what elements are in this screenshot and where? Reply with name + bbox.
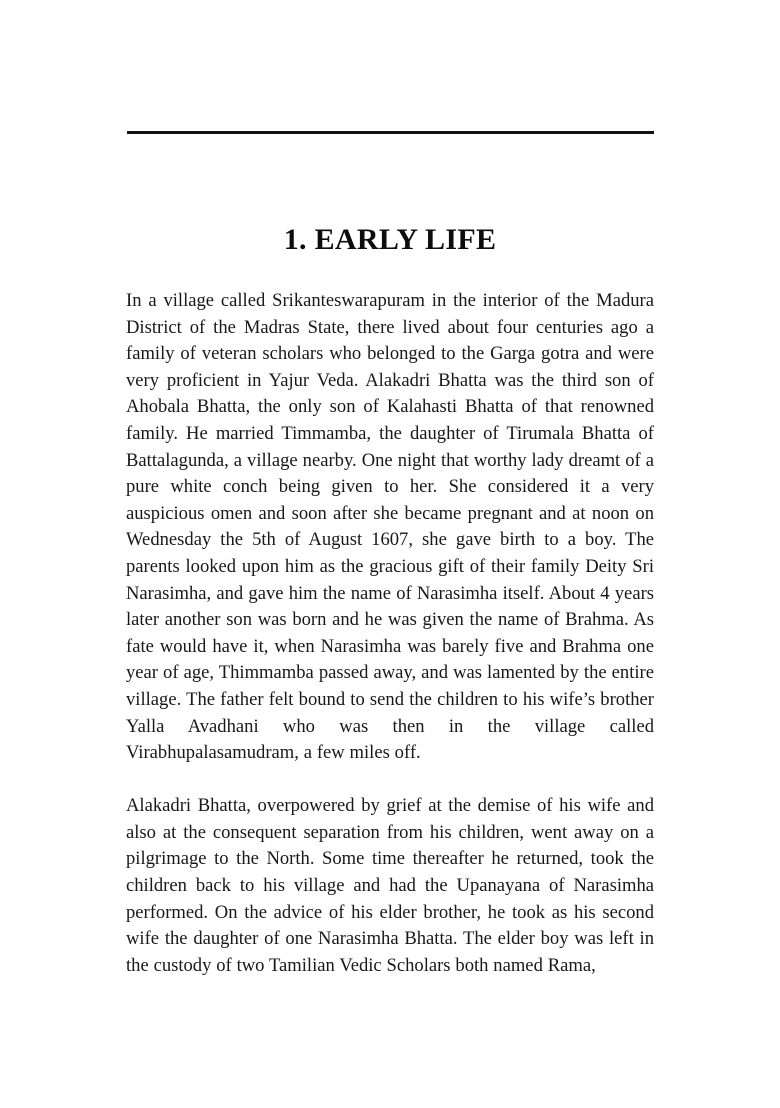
paragraph: Alakadri Bhatta, overpowered by grief at the demise of his wife and also at the consequent separation from his children, went away on a pilgrimage to the North. Some time thereafter he returned, took the children back to his village and had the Upanayana of Narasimha performed. On the advice of his elder brother, he took as his second wife the daughter of one Narasimha Bhatta. The elder boy was left in the custody of two Tamilian Vedic Scholars both named Rama,: [126, 795, 654, 976]
chapter-divider-rule: [127, 131, 654, 134]
chapter-heading: 1. EARLY LIFE: [283, 223, 497, 256]
body-text-column: [126, 288, 654, 979]
paragraph: In a village called Srikanteswarapuram in the interior of the Madura District of the Madras State, there lived about four centuries ago a family of veteran scholars who belonged to the Garga gotra and were very proficient in Yajur Veda. Alakadri Bhatta was the third son of Ahobala Bhatta, the only son of Kalahasti Bhatta of that renowned family. He married Timmamba, the daughter of Tirumala Bhatta of Battalagunda, a village nearby. One night that worthy lady dreamt of a pure white conch being given to her. She considered it a very auspicious omen and soon after she became pregnant and at noon on Wednesday the 5th of August 1607, she gave birth to a boy. The parents looked upon him as the gracious gift of their family Deity Sri Narasimha, and gave him the name of Narasimha itself. About 4 years later another son was born and he was given the name of Brahma. As fate would have it, when Narasimha was barely five and Brahma one year of age, Thimmamba passed away, and was lamented by the entire village. The father felt bound to send the children to his wife’s brother Yalla Avadhani who was then in the village called Virabhupalasamudram, a few miles off.: [126, 290, 654, 764]
